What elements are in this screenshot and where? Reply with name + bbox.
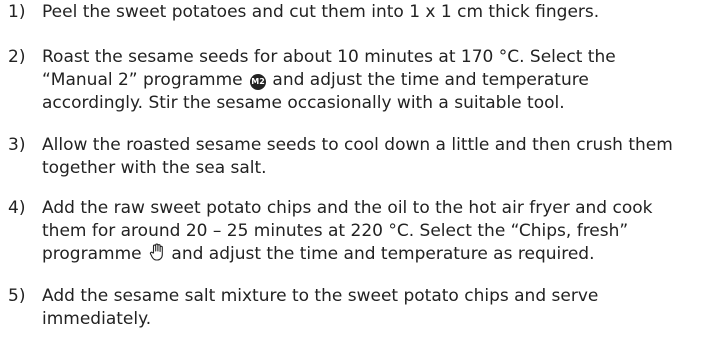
step-line: Add the raw sweet potato chips and the oil to the hot air fryer and cook xyxy=(42,198,653,218)
step-text xyxy=(42,134,673,180)
step-number: 4) xyxy=(8,198,26,218)
step-text xyxy=(42,46,616,115)
step-line-part: “Manual 2” programme xyxy=(42,70,243,90)
step-line xyxy=(42,69,616,92)
step-line: accordingly. Stir the sesame occasionally with a suitable tool. xyxy=(42,93,565,113)
step-text xyxy=(42,197,652,266)
step-number: 3) xyxy=(8,135,26,155)
step-number: 5) xyxy=(8,286,26,306)
step-line-part: programme xyxy=(42,244,142,264)
step-text xyxy=(42,285,598,331)
step-line: immediately. xyxy=(42,309,152,329)
step-text xyxy=(42,1,599,24)
step-line: Peel the sweet potatoes and cut them into 1 x 1 cm thick fingers. xyxy=(42,2,600,22)
step-number: 1) xyxy=(8,2,26,22)
m2-programme-icon: M2 xyxy=(250,74,266,90)
step-line: Allow the roasted sesame seeds to cool down a little and then crush them xyxy=(42,135,673,155)
step-line xyxy=(42,243,652,266)
step-line: Roast the sesame seeds for about 10 minutes at 170 °C. Select the xyxy=(42,47,616,67)
step-line: them for around 20 – 25 minutes at 220 °C. Select the “Chips, fresh” xyxy=(42,221,629,241)
chips-fresh-hand-icon xyxy=(149,243,165,261)
step-line-part: and adjust the time and temperature xyxy=(272,70,589,90)
step-line: together with the sea salt. xyxy=(42,158,267,178)
step-line-part: and adjust the time and temperature as required. xyxy=(171,244,595,264)
step-line: Add the sesame salt mixture to the sweet potato chips and serve xyxy=(42,286,599,306)
step-number: 2) xyxy=(8,47,26,67)
